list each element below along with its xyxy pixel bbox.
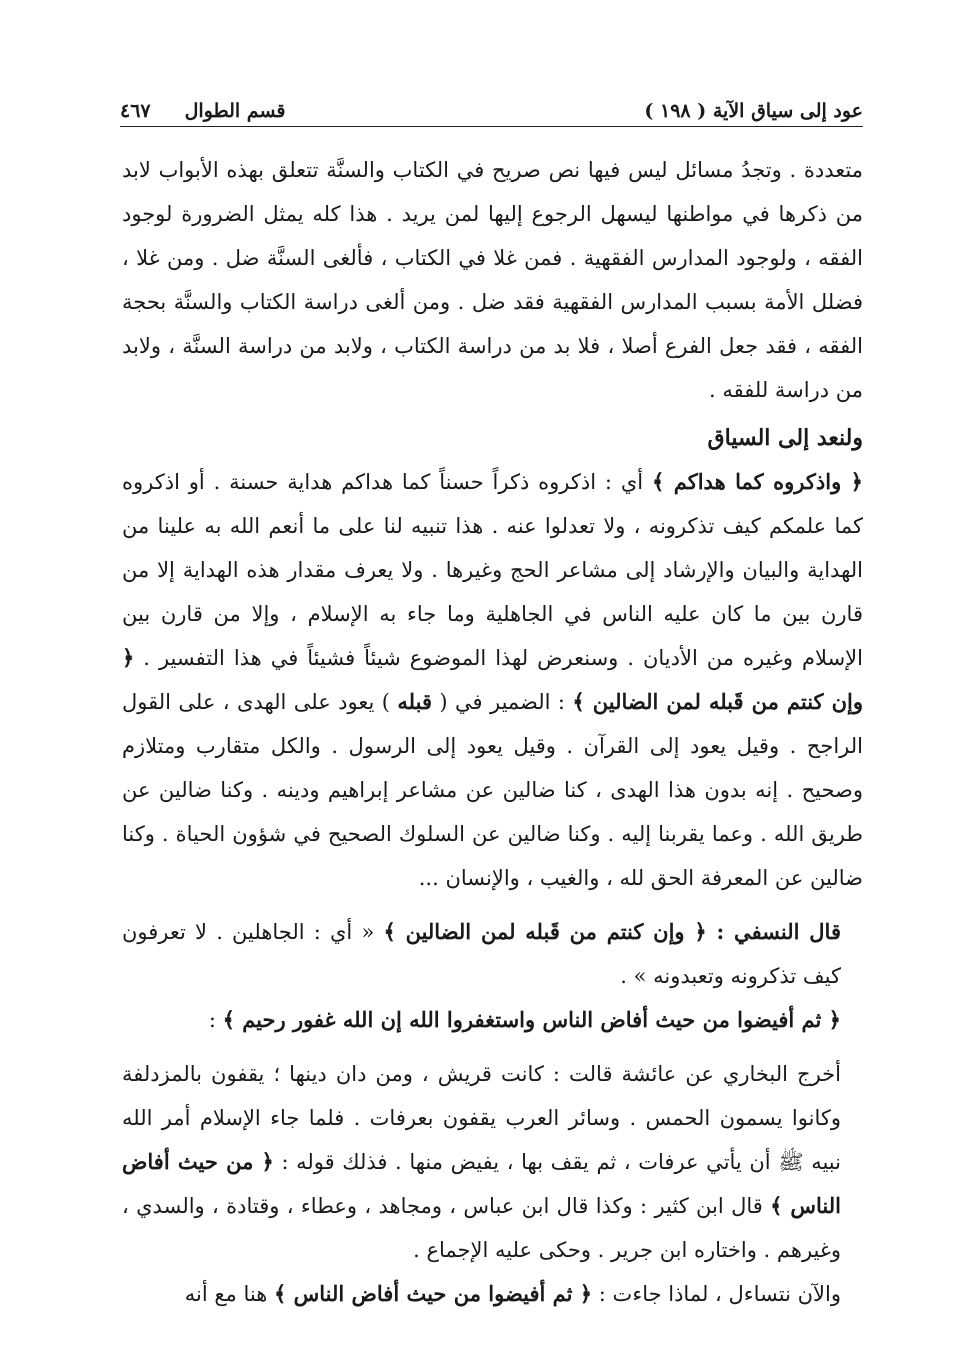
running-head: [120, 88, 863, 122]
verse-quote: ﴿ واذكروه كما هداكم ﴾: [651, 469, 863, 494]
header-rule: [120, 126, 863, 127]
part-title: قسم الطوال: [184, 100, 286, 122]
body-text: [122, 148, 863, 1316]
paragraph-text: والآن نتساءل ، لماذا جاءت :: [592, 1282, 841, 1306]
verse-quote: ﴿ من حيث أفاض الناس ﴾: [122, 1149, 841, 1218]
paragraph-text: ) يعود على الهدى ، على القول الراجح . وقيل يعود إلى القرآن . وقيل يعود إلى الرسول . والكل متقارب ومتلازم وصحيح . إنه بدون هذا الهدى ، كنا ضالين عن مشاعر إبراهيم ودينه . وكنا ضالين عن طريق الله . وعما يقربنا إليه . وكنا ضالين عن السلوك الصحيح في شؤون الحياة . وكنا ضالين عن المعرفة الحق لله ، والغيب ، والإنسان ...: [122, 690, 863, 890]
verse-quote: ﴿ وإن كنتم من قَبله لمن الضالين ﴾: [383, 919, 717, 944]
paragraph-1: متعددة . وتجدُ مسائل ليس فيها نص صريح في الكتاب والسنَّة تتعلق بهذه الأبواب لابد من ذكرها في مواطنها ليسهل الرجوع إليها لمن يريد . هذا كله يمثل الضرورة لوجود الفقه ، ولوجود المدارس الفقهية . فمن غلا في الكتاب ، فألغى السنَّة ضل . ومن غلا ، فضلل الأمة بسبب المدارس الفقهية فقد ضل . ومن ألغى دراسة الكتاب والسنَّة بحجة الفقه ، فقد جعل الفرع أصلا ، فلا بد من دراسة الكتاب ، ولابد من دراسة السنَّة ، ولابد من دراسة للفقه .: [122, 158, 863, 402]
paragraph-text: أي : اذكروه ذكراً حسناً كما هداكم هداية حسنة . أو اذكروه كما علمكم كيف تذكرونه ، ولا تعدلوا عنه . هذا تنبيه لنا على ما أنعم الله به علينا من الهداية والبيان والإرشاد إلى مشاعر الحج وغيرها . ولا يعرف مقدار هذه الهداية إلا من قارن بين ما كان عليه الناس في الجاهلية وما جاء به الإسلام ، وإلا من قارن بين الإسلام وغيره من الأديان . وسنعرض لهذا الموضوع شيئاً فشيئاً في هذا التفسير .: [122, 470, 863, 670]
verse-quote: ﴿ وإن كنتم من قَبله لمن الضالين ﴾: [122, 645, 863, 714]
spacer: [122, 900, 863, 910]
verse-quote: ﴿ ثم أفيضوا من حيث أفاض الناس ﴾: [273, 1281, 593, 1306]
verse-heading-suffix: :: [208, 1008, 223, 1032]
verse-quote: ﴿ ثم أفيضوا من حيث أفاض الناس واستغفروا الله إن الله غفور رحيم ﴾: [222, 1007, 841, 1032]
paragraph-5: [122, 1272, 863, 1316]
paragraph-2: [122, 460, 863, 900]
section-heading: ولنعد إلى السياق: [707, 425, 863, 451]
section-title: عود إلى سياق الآية ( ١٩٨ ): [644, 100, 863, 122]
paragraph-text: « أي : الجاهلين . لا تعرفون كيف تذكرونه وتعبدونه » .: [122, 920, 841, 988]
paragraph-4: [122, 1052, 863, 1272]
running-head-left: [120, 100, 285, 122]
spacer: [122, 1042, 863, 1052]
paragraph-text: : الضمير في (: [431, 690, 573, 714]
quote-lead: قال النسفي :: [716, 919, 841, 944]
paragraph-3: [122, 910, 863, 998]
paragraph-text: قال ابن كثير : وكذا قال ابن عباس ، ومجاهد ، وعطاء ، وقتادة ، والسدي ، وغيرهم . واختاره ابن جرير . وحكى عليه الإجماع .: [122, 1194, 841, 1262]
paragraph-text: أخرج البخاري عن عائشة قالت : كانت قريش ، ومن دان دينها ؛ يقفون بالمزدلفة وكانوا يسمون الحمس . وسائر العرب يقفون بعرفات . فلما جاء الإسلام أمر الله نبيه ﷺ أن يأتي عرفات ، ثم يقف بها ، يفيض منها . فذلك قوله :: [122, 1062, 841, 1174]
page-number: ٤٦٧: [120, 100, 151, 122]
bold-word: قبله: [397, 689, 432, 714]
paragraph-text: هنا مع أنه: [184, 1282, 274, 1306]
verse-heading: [122, 998, 863, 1042]
